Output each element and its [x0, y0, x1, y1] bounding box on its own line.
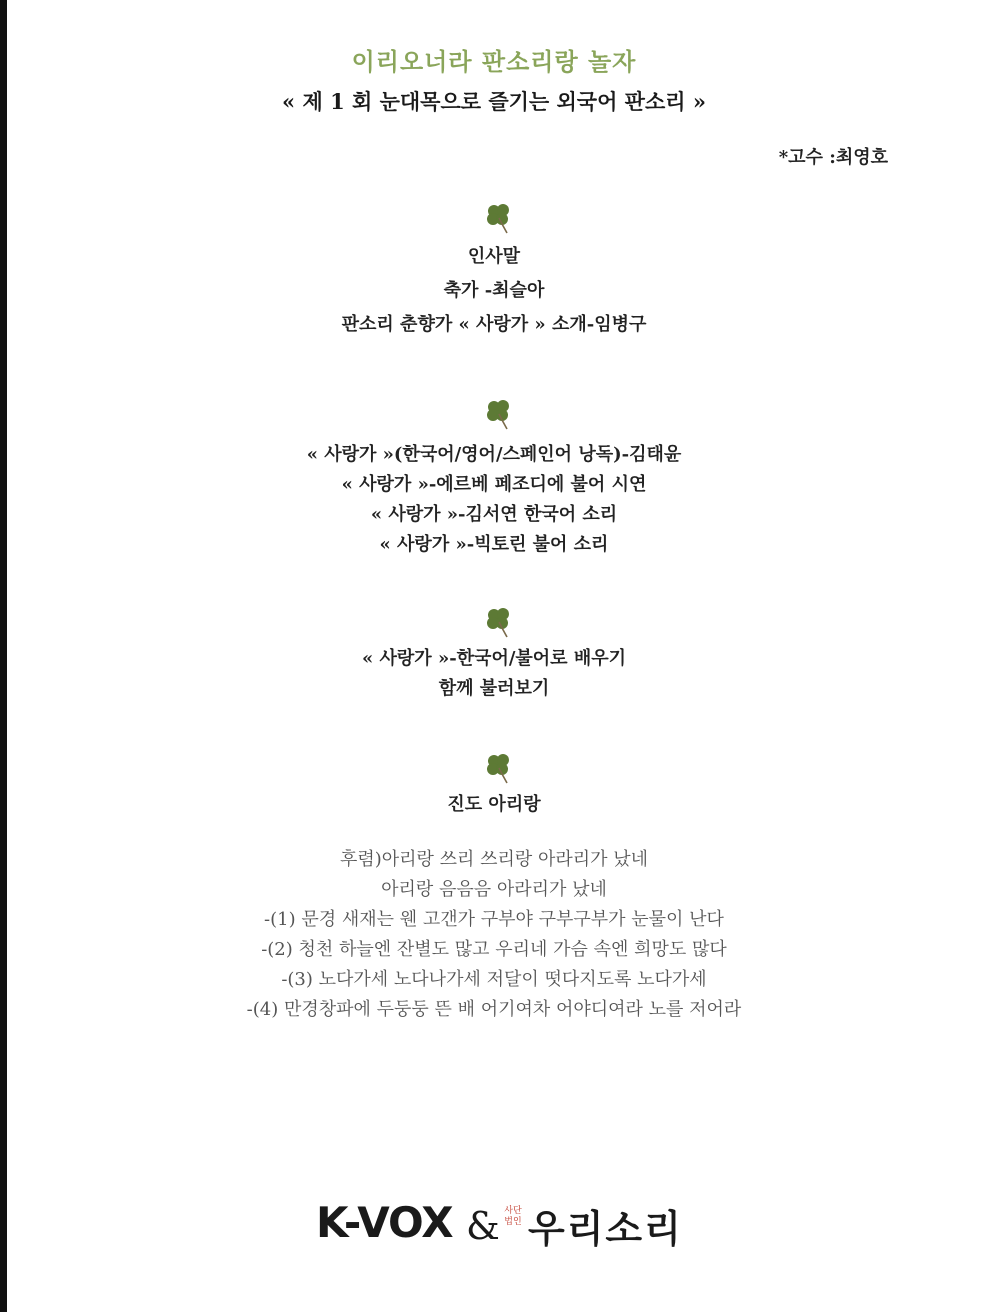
- arirang-lyrics: [0, 845, 988, 1025]
- lyric-line: -(4) 만경창파에 두둥둥 뜬 배 어기여차 어야디여라 노를 저어라: [246, 999, 742, 1020]
- program-item: « 사랑가 »-김서연 한국어 소리: [370, 504, 618, 525]
- program-item: 축가 -최슬아: [443, 280, 545, 301]
- section-opening: [0, 242, 988, 340]
- clover-icon: [481, 396, 517, 432]
- clover-icon: [481, 750, 517, 786]
- page-subtitle: « 제 1 회 눈대목으로 즐기는 외국어 판소리 »: [282, 89, 706, 114]
- program-item: 진도 아리랑: [447, 794, 541, 815]
- lyric-line: -(2) 청천 하늘엔 잔별도 많고 우리네 가슴 속엔 희망도 많다: [261, 939, 727, 960]
- clover-icon: [481, 604, 517, 640]
- lyric-line: -(3) 노다가세 노다나가세 저달이 떳다지도록 노다가세: [281, 969, 707, 990]
- program-item: 인사말: [467, 246, 521, 267]
- urisori-logo: 우리소리: [528, 1207, 683, 1251]
- program-item: « 사랑가 »-한국어/불어로 배우기: [362, 648, 626, 669]
- page-title: 이리오너라 판소리랑 놀자: [351, 47, 637, 76]
- program-item: « 사랑가 »-빅토린 불어 소리: [379, 534, 609, 555]
- corporation-label-line1: 사단: [504, 1206, 522, 1216]
- program-item: 판소리 춘향가 « 사랑가 » 소개-임병구: [341, 314, 647, 335]
- gosu-credit: *고수 :최영호: [778, 147, 888, 168]
- lyric-line: 후렴)아리랑 쓰리 쓰리랑 아라리가 났네: [339, 849, 649, 870]
- clover-icon: [481, 200, 517, 236]
- program-item: 함께 불러보기: [438, 678, 550, 699]
- corporation-label-line2: 법인: [504, 1217, 522, 1227]
- program-item: « 사랑가 »-에르베 페조디에 불어 시연: [341, 474, 647, 495]
- corporation-label: [502, 1206, 524, 1228]
- section-performances: [0, 440, 988, 560]
- section-arirang: [0, 790, 988, 820]
- organizer-logo: [316, 1196, 686, 1256]
- lyric-line: 아리랑 음음음 아라리가 났네: [381, 879, 607, 900]
- lyric-line: -(1) 문경 새재는 웬 고갠가 구부야 구부구부가 눈물이 난다: [264, 909, 724, 930]
- program-item: « 사랑가 »(한국어/영어/스페인어 낭독)-김태윤: [306, 444, 682, 465]
- ampersand: &: [466, 1204, 500, 1248]
- section-learning: [0, 644, 988, 704]
- kvox-logo: K-VOX: [316, 1198, 453, 1247]
